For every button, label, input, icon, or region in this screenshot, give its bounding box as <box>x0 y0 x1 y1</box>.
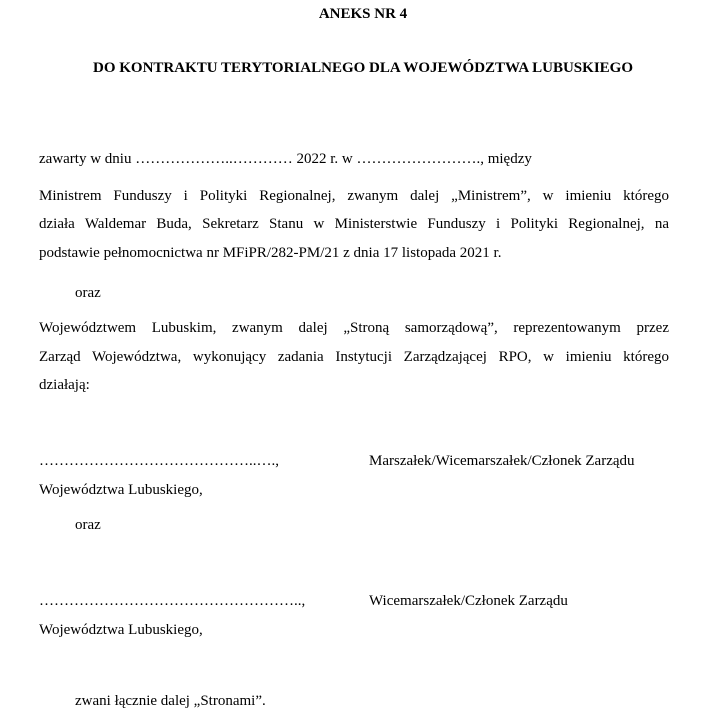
minister-paragraph-line-3: podstawie pełnomocnictwa nr MFiPR/282-PM/21 z dnia 17 listopada 2021 r. <box>39 245 502 261</box>
voivodeship-paragraph-line-3: działają: <box>39 377 90 393</box>
concluded-line: zawarty w dniu ………………..………… 2022 r. w ……………………., między <box>39 151 532 167</box>
signatory-2-role: Wicemarszałek/Członek Zarządu <box>369 593 568 609</box>
document-title: ANEKS NR 4 <box>318 6 408 22</box>
document-subtitle: DO KONTRAKTU TERYTORIALNEGO DLA WOJEWÓDZTWA LUBUSKIEGO <box>92 60 633 76</box>
signatory-1-dots: ……………………………………..…., <box>39 453 279 469</box>
and-text-1: oraz <box>75 285 101 301</box>
minister-paragraph-line-1: Ministrem Funduszy i Polityki Regionalnej, zwanym dalej „Ministrem”, w imieniu którego <box>39 188 669 204</box>
and-text-2: oraz <box>75 517 101 533</box>
voivodeship-paragraph-line-2: Zarząd Województwa, wykonujący zadania Instytucji Zarządzającej RPO, w imieniu którego <box>39 349 669 365</box>
signatory-2-dots: …………………………………………….., <box>39 593 306 609</box>
minister-paragraph-line-2: działa Waldemar Buda, Sekretarz Stanu w Ministerstwie Funduszy i Polityki Regionalnej, na <box>39 216 669 232</box>
voivodeship-paragraph-line-1: Województwem Lubuskim, zwanym dalej „Stroną samorządową”, reprezentowanym przez <box>39 320 669 336</box>
parties-line: zwani łącznie dalej „Stronami”. <box>75 693 266 709</box>
signatory-1-role: Marszałek/Wicemarszałek/Członek Zarządu <box>369 453 635 469</box>
signatory-2-continuation: Województwa Lubuskiego, <box>39 622 203 638</box>
signatory-1-continuation: Województwa Lubuskiego, <box>39 482 203 498</box>
